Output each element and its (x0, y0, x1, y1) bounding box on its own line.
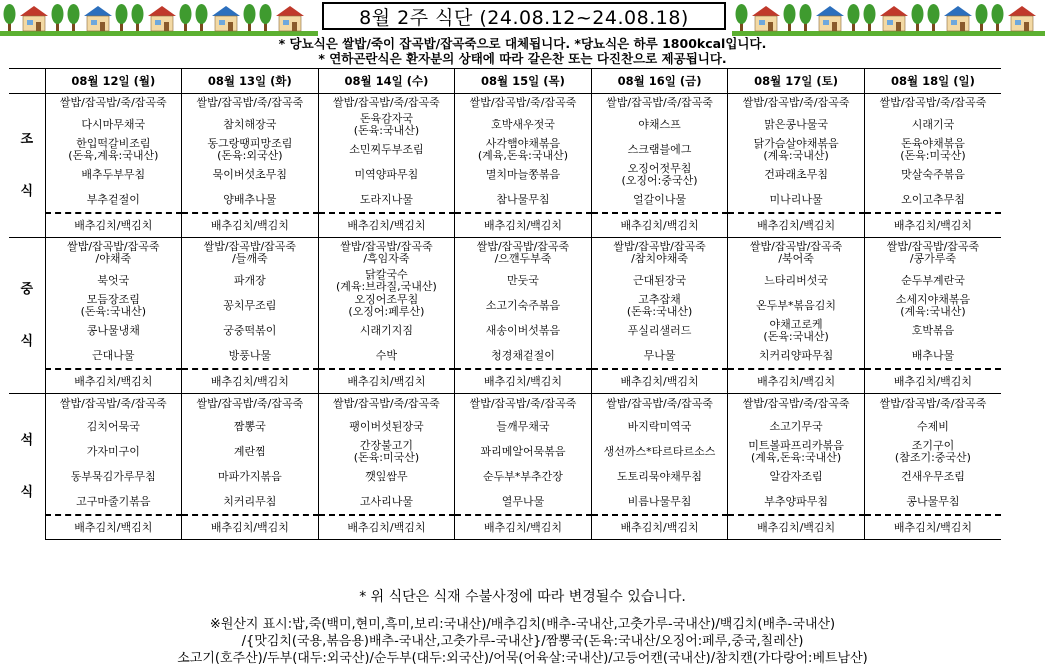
menu-item: 새송이버섯볶음 (455, 318, 592, 343)
kimchi-item: 배추김치/백김치 (45, 213, 182, 238)
tree-icon (196, 4, 208, 31)
menu-item: 건파래초무침 (728, 162, 865, 187)
menu-item: 소민찌두부조림 (318, 137, 455, 162)
menu-item: 돈육야채볶음 (돈육:미국산) (864, 137, 1001, 162)
house-icon (752, 6, 780, 31)
menu-item: 북엇국 (45, 268, 182, 293)
meal-label-bottom: 식 (20, 183, 34, 199)
kimchi-item: 배추김치/백김치 (455, 515, 592, 540)
dinner-row (9, 489, 1001, 515)
menu-item: 미트볼파프리카볶음 (계육,돈육:국내산) (728, 439, 865, 464)
menu-item: 비름나물무침 (591, 489, 728, 515)
origin-line-2: /{맛김치(국용,볶음용)배추-국내산,고춧가루-국내산}/짬뽕국(돈육:국내산/오징어:페루,중국,칠레산) (241, 634, 804, 649)
menu-item: 콩나물무침 (864, 489, 1001, 515)
menu-item: 들깨무채국 (455, 414, 592, 439)
menu-item: 쌀밥/잡곡밥/죽/잡곡죽 (455, 394, 592, 415)
menu-item: 호박새우젓국 (455, 112, 592, 137)
menu-item: 근대나물 (45, 343, 182, 369)
page-title: 8월 2주 식단 (24.08.12~24.08.18) (322, 2, 726, 30)
menu-item: 쌀밥/잡곡밥/죽/잡곡죽 (455, 94, 592, 113)
dinner-row (9, 414, 1001, 439)
house-icon (1008, 6, 1036, 31)
menu-item: 건새우무조림 (864, 464, 1001, 489)
decoration-right (732, 0, 1045, 36)
menu-item: 시래기국 (864, 112, 1001, 137)
menu-item: 생선까스*타르타르소스 (591, 439, 728, 464)
breakfast-row (9, 162, 1001, 187)
menu-item: 순두부계란국 (864, 268, 1001, 293)
origin-line-1: ※원산지 표시:밥,죽(백미,현미,흑미,보리:국내산)/배추김치(배추-국내산,고춧가루-국내산)/백김치(배추-국내산) (209, 617, 836, 632)
menu-item: 쌀밥/잡곡밥/죽/잡곡죽 (728, 94, 865, 113)
menu-item: 콩나물냉채 (45, 318, 182, 343)
menu-item: 쌀밥/잡곡밥/죽/잡곡죽 (45, 394, 182, 415)
breakfast-kimchi-row (9, 213, 1001, 238)
tree-icon (976, 4, 988, 31)
breakfast-label (9, 94, 45, 238)
menu-item: 맛살숙주볶음 (864, 162, 1001, 187)
menu-item: 맑은콩나물국 (728, 112, 865, 137)
menu-item: 가자미구이 (45, 439, 182, 464)
kimchi-item: 배추김치/백김치 (455, 369, 592, 394)
menu-item: 양배추나물 (182, 187, 319, 213)
menu-item: 시래기지짐 (318, 318, 455, 343)
house-icon (20, 6, 48, 31)
menu-item: 근대된장국 (591, 268, 728, 293)
menu-item: 궁중떡볶이 (182, 318, 319, 343)
lunch-row (9, 343, 1001, 369)
menu-item: 열무나물 (455, 489, 592, 515)
menu-item: 계란찜 (182, 439, 319, 464)
menu-item: 수제비 (864, 414, 1001, 439)
menu-item: 쌀밥/잡곡밥/죽/잡곡죽 (591, 394, 728, 415)
kimchi-item: 배추김치/백김치 (455, 213, 592, 238)
menu-item: 배추나물 (864, 343, 1001, 369)
menu-table (9, 68, 1001, 540)
menu-item: 조기구이 (참조기:중국산) (864, 439, 1001, 464)
house-icon (944, 6, 972, 31)
kimchi-item: 배추김치/백김치 (864, 213, 1001, 238)
menu-item: 소세지야채볶음 (계육:국내산) (864, 293, 1001, 318)
dinner-row (9, 439, 1001, 464)
tree-icon (800, 4, 812, 31)
kimchi-item: 배추김치/백김치 (728, 369, 865, 394)
kimchi-item: 배추김치/백김치 (318, 369, 455, 394)
menu-item: 짬뽕국 (182, 414, 319, 439)
menu-item: 쌀밥/잡곡밥/죽/잡곡죽 (864, 394, 1001, 415)
menu-item: 쌀밥/잡곡밥/죽/잡곡죽 (318, 94, 455, 113)
menu-item: 순두부*부추간장 (455, 464, 592, 489)
menu-item: 쌀밥/잡곡밥/죽/잡곡죽 (182, 94, 319, 113)
menu-item: 수박 (318, 343, 455, 369)
breakfast-row (9, 94, 1001, 113)
tree-icon (260, 4, 272, 31)
menu-item: 치커리무침 (182, 489, 319, 515)
tree-icon (992, 4, 1004, 31)
meal-label-bottom: 식 (20, 333, 34, 349)
menu-item: 쌀밥/잡곡밥/잡곡죽 /야채죽 (45, 238, 182, 269)
lunch-row (9, 268, 1001, 293)
origin-line-3: 소고기(호주산)/두부(대두:외국산)/순두부(대두:외국산)/어묵(어육살:국내산)/고등어캔(국내산)/참치캔(가다랑어:베트남산) (177, 651, 868, 666)
menu-item: 부추겉절이 (45, 187, 182, 213)
menu-item: 한입떡갈비조림 (돈육,계육:국내산) (45, 137, 182, 162)
menu-item: 방풍나물 (182, 343, 319, 369)
menu-item: 쌀밥/잡곡밥/잡곡죽 /참치야채죽 (591, 238, 728, 269)
lunch-kimchi-row (9, 369, 1001, 394)
menu-item: 돈육감자국 (돈육:국내산) (318, 112, 455, 137)
tree-icon (784, 4, 796, 31)
menu-item: 야채고로케 (돈육:국내산) (728, 318, 865, 343)
menu-item: 묵이버섯초무침 (182, 162, 319, 187)
menu-item: 오이고추무침 (864, 187, 1001, 213)
menu-item: 쌀밥/잡곡밥/잡곡죽 /들깨죽 (182, 238, 319, 269)
kimchi-item: 배추김치/백김치 (728, 515, 865, 540)
tree-icon (68, 4, 80, 31)
menu-item: 동부묵김가루무침 (45, 464, 182, 489)
meal-label-bottom: 식 (20, 484, 34, 500)
kimchi-item: 배추김치/백김치 (45, 515, 182, 540)
menu-item: 푸실리샐러드 (591, 318, 728, 343)
dinner-label (9, 394, 45, 540)
kimchi-item: 배추김치/백김치 (182, 369, 319, 394)
lunch-row (9, 238, 1001, 269)
breakfast-row (9, 187, 1001, 213)
tree-icon (848, 4, 860, 31)
tree-icon (736, 4, 748, 31)
menu-item: 쌀밥/잡곡밥/죽/잡곡죽 (318, 394, 455, 415)
menu-item: 다시마무채국 (45, 112, 182, 137)
note-diabetic: * 당뇨식은 쌀밥/죽이 잡곡밥/잡곡죽으로 대체됩니다. *당뇨식은 하루 1800kcal입니다. (278, 36, 767, 51)
dinner-kimchi-row (9, 515, 1001, 540)
meal-label-top: 조 (20, 131, 34, 147)
tree-icon (180, 4, 192, 31)
menu-item: 오징어조무침 (오징어:페루산) (318, 293, 455, 318)
menu-item: 모듬장조림 (돈육:국내산) (45, 293, 182, 318)
lunch-label (9, 238, 45, 394)
day-header: 08월 16일 (금) (591, 69, 728, 94)
menu-item: 고구마줄기볶음 (45, 489, 182, 515)
menu-item: 꽈리메알어묵볶음 (455, 439, 592, 464)
tree-icon (912, 4, 924, 31)
house-icon (212, 6, 240, 31)
note-dysphagia: * 연하곤란식은 환자분의 상태에 따라 갈은찬 또는 다진찬으로 제공됩니다. (318, 51, 727, 66)
menu-item: 미나리나물 (728, 187, 865, 213)
house-icon (880, 6, 908, 31)
menu-item: 부추양파무침 (728, 489, 865, 515)
day-header: 08월 14일 (수) (318, 69, 455, 94)
menu-item: 파개장 (182, 268, 319, 293)
menu-item: 깻잎쌈무 (318, 464, 455, 489)
tree-icon (864, 4, 876, 31)
corner-cell (9, 69, 45, 94)
menu-item: 동그랑땡피망조림 (돈육:외국산) (182, 137, 319, 162)
menu-item: 무나물 (591, 343, 728, 369)
menu-item: 미역양파무침 (318, 162, 455, 187)
tree-icon (244, 4, 256, 31)
decoration-left (0, 0, 318, 36)
kimchi-item: 배추김치/백김치 (864, 515, 1001, 540)
house-icon (276, 6, 304, 31)
menu-item: 얼갈이나물 (591, 187, 728, 213)
kimchi-item: 배추김치/백김치 (591, 213, 728, 238)
kimchi-item: 배추김치/백김치 (591, 369, 728, 394)
menu-item: 쌀밥/잡곡밥/죽/잡곡죽 (728, 394, 865, 415)
menu-item: 쌀밥/잡곡밥/잡곡죽 /흑임자죽 (318, 238, 455, 269)
kimchi-item: 배추김치/백김치 (591, 515, 728, 540)
menu-item: 야채스프 (591, 112, 728, 137)
tree-icon (4, 4, 16, 31)
breakfast-row (9, 112, 1001, 137)
menu-item: 스크램블에그 (591, 137, 728, 162)
menu-item: 멸치마늘쫑볶음 (455, 162, 592, 187)
house-icon (84, 6, 112, 31)
day-header: 08월 18일 (일) (864, 69, 1001, 94)
day-header: 08월 12일 (월) (45, 69, 182, 94)
menu-item: 고추잡채 (돈육:국내산) (591, 293, 728, 318)
menu-item: 닭칼국수 (계육:브라질,국내산) (318, 268, 455, 293)
kimchi-item: 배추김치/백김치 (864, 369, 1001, 394)
meal-label-top: 석 (20, 432, 34, 448)
day-header: 08월 13일 (화) (182, 69, 319, 94)
menu-item: 소고기무국 (728, 414, 865, 439)
breakfast-row (9, 137, 1001, 162)
tree-icon (132, 4, 144, 31)
menu-item: 만둣국 (455, 268, 592, 293)
kimchi-item: 배추김치/백김치 (45, 369, 182, 394)
menu-item: 온두부*볶음김치 (728, 293, 865, 318)
menu-item: 참치해장국 (182, 112, 319, 137)
menu-item: 참나물무침 (455, 187, 592, 213)
menu-item: 느타리버섯국 (728, 268, 865, 293)
kimchi-item: 배추김치/백김치 (182, 515, 319, 540)
menu-item: 마파가지볶음 (182, 464, 319, 489)
kimchi-item: 배추김치/백김치 (318, 515, 455, 540)
dinner-row (9, 464, 1001, 489)
day-header: 08월 15일 (목) (455, 69, 592, 94)
menu-item: 쌀밥/잡곡밥/죽/잡곡죽 (45, 94, 182, 113)
menu-item: 사각햄야채볶음 (계육,돈육:국내산) (455, 137, 592, 162)
menu-item: 치커리양파무침 (728, 343, 865, 369)
meal-label-top: 중 (20, 281, 34, 297)
lunch-row (9, 293, 1001, 318)
day-header: 08월 17일 (토) (728, 69, 865, 94)
menu-item: 쌀밥/잡곡밥/죽/잡곡죽 (864, 94, 1001, 113)
dinner-row (9, 394, 1001, 415)
menu-item: 간장불고기 (돈육:미국산) (318, 439, 455, 464)
menu-item: 쌀밥/잡곡밥/잡곡죽 /콩가루죽 (864, 238, 1001, 269)
menu-item: 배추두부무침 (45, 162, 182, 187)
menu-item: 쌀밥/잡곡밥/잡곡죽 /북어죽 (728, 238, 865, 269)
menu-item: 청경채겉절이 (455, 343, 592, 369)
kimchi-item: 배추김치/백김치 (318, 213, 455, 238)
menu-item: 팽이버섯된장국 (318, 414, 455, 439)
menu-item: 바지락미역국 (591, 414, 728, 439)
kimchi-item: 배추김치/백김치 (182, 213, 319, 238)
menu-change-notice: * 위 식단은 식재 수불사정에 따라 변경될수 있습니다. (359, 589, 686, 605)
menu-item: 김치어묵국 (45, 414, 182, 439)
menu-item: 알감자조림 (728, 464, 865, 489)
menu-item: 쌀밥/잡곡밥/잡곡죽 /으깬두부죽 (455, 238, 592, 269)
tree-icon (116, 4, 128, 31)
menu-item: 호박볶음 (864, 318, 1001, 343)
tree-icon (928, 4, 940, 31)
menu-item: 고사리나물 (318, 489, 455, 515)
menu-item: 오징어젓무침 (오징어:중국산) (591, 162, 728, 187)
day-header-row (9, 69, 1001, 94)
menu-item: 꽁치무조림 (182, 293, 319, 318)
menu-item: 도토리묵야채무침 (591, 464, 728, 489)
menu-item: 도라지나물 (318, 187, 455, 213)
house-icon (816, 6, 844, 31)
kimchi-item: 배추김치/백김치 (728, 213, 865, 238)
menu-item: 소고기숙주볶음 (455, 293, 592, 318)
tree-icon (52, 4, 64, 31)
house-icon (148, 6, 176, 31)
menu-item: 쌀밥/잡곡밥/죽/잡곡죽 (591, 94, 728, 113)
menu-item: 쌀밥/잡곡밥/죽/잡곡죽 (182, 394, 319, 415)
lunch-row (9, 318, 1001, 343)
menu-item: 닭가슴살야채볶음 (계육:국내산) (728, 137, 865, 162)
